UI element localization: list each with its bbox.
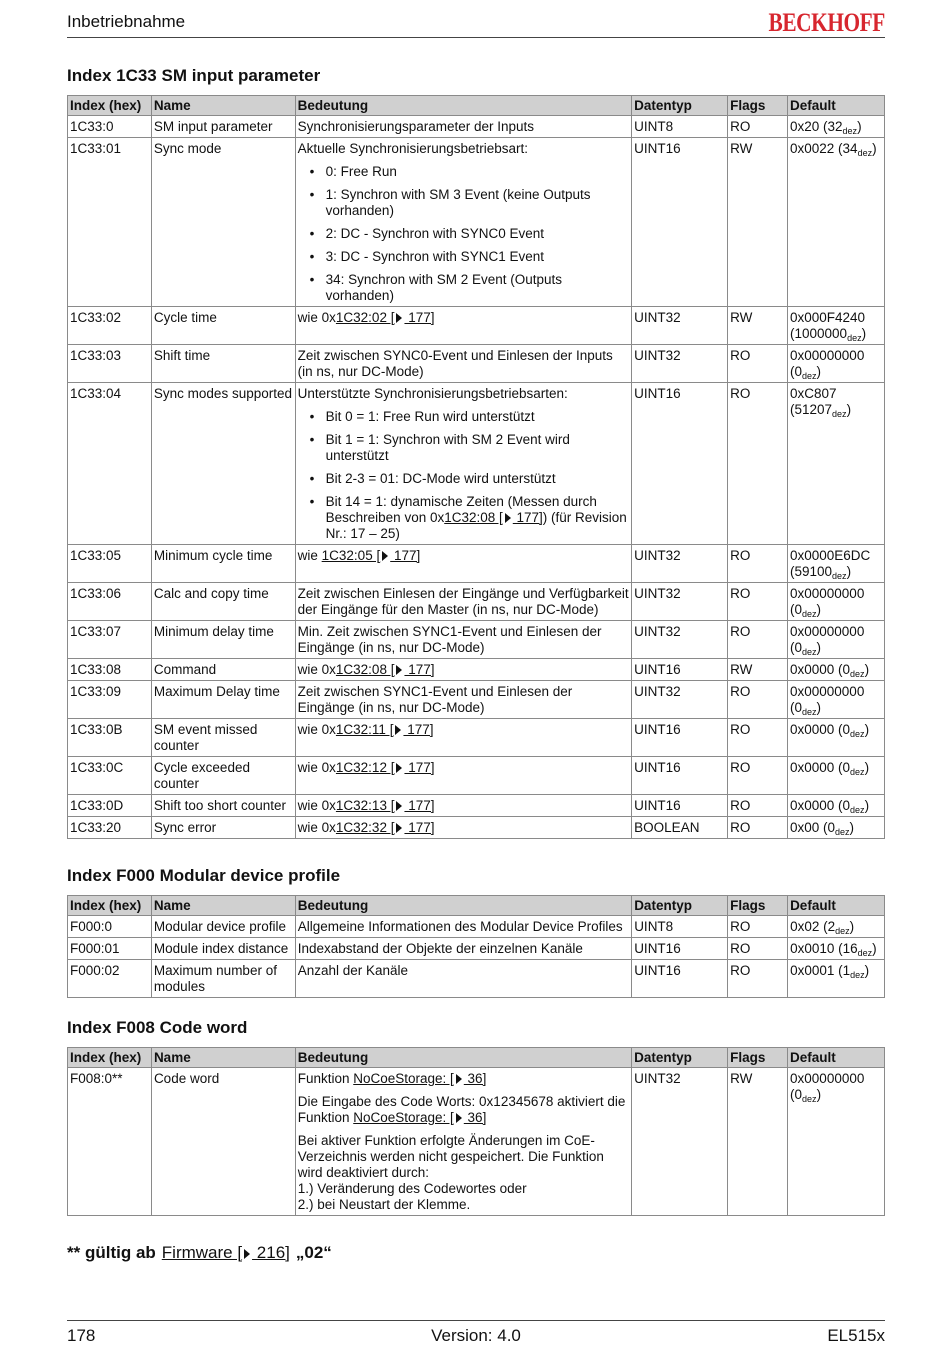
cell-type: UINT16 bbox=[632, 719, 728, 757]
table-row bbox=[68, 383, 885, 545]
cell-type: BOOLEAN bbox=[632, 817, 728, 839]
cell-index: 1C33:06 bbox=[68, 583, 152, 621]
col-name: Name bbox=[151, 896, 295, 916]
cell-default: 0x02 $(2_{dez})$ bbox=[788, 916, 885, 938]
cell-type: UINT16 bbox=[632, 659, 728, 681]
ref-link[interactable]: 1C32:32 [ 177] bbox=[335, 820, 435, 835]
list-item: • Bit 2-3 = 01: DC-Mode wird unterstützt bbox=[298, 471, 630, 487]
table-row bbox=[68, 960, 885, 998]
document-version: Version: 4.0 bbox=[431, 1326, 521, 1345]
cell-flags: RO bbox=[728, 681, 788, 719]
cell-type: UINT32 bbox=[632, 345, 728, 383]
cell-type: UINT16 bbox=[632, 938, 728, 960]
cell-type: UINT16 bbox=[632, 960, 728, 998]
cell-flags: RO bbox=[728, 383, 788, 545]
cell-type: UINT16 bbox=[632, 757, 728, 795]
cell-default: 0x0000 $(0_{dez})$ bbox=[788, 659, 885, 681]
cell-flags: RO bbox=[728, 116, 788, 138]
cell-default: 0x0000 $(0_{dez})$ bbox=[788, 757, 885, 795]
cell-name: Maximum number of modules bbox=[151, 960, 295, 998]
col-index: Index (hex) bbox=[68, 896, 152, 916]
cell-default: 0x00000000 $(0_{dez})$ bbox=[788, 583, 885, 621]
col-flags: Flags bbox=[728, 96, 788, 116]
cell-name: Modular device profile bbox=[151, 916, 295, 938]
cell-meaning: wie 0x1C32:11 [ 177] bbox=[295, 719, 632, 757]
cell-meaning: Zeit zwischen SYNC0-Event und Einlesen der Inputs (in ns, nur DC-Mode) bbox=[295, 345, 632, 383]
cell-index: F000:0 bbox=[68, 916, 152, 938]
cell-meaning: wie 0x1C32:12 [ 177] bbox=[295, 757, 632, 795]
cell-meaning: Zeit zwischen SYNC1-Event und Einlesen der Eingänge (in ns, nur DC-Mode) bbox=[295, 681, 632, 719]
cell-default: 0x00 $(0_{dez})$ bbox=[788, 817, 885, 839]
cell-name: Minimum delay time bbox=[151, 621, 295, 659]
table-row bbox=[68, 545, 885, 583]
list-item: • Bit 0 = 1: Free Run wird unterstützt bbox=[298, 409, 630, 425]
table-row bbox=[68, 719, 885, 757]
list-item: • Bit 14 = 1: dynamische Zeiten (Messen durch Beschreiben von 0x1C32:08 [ 177]) (für Revision Nr.: 17 – 25) bbox=[298, 494, 630, 542]
cell-meaning: Synchronisierungsparameter der Inputs bbox=[295, 116, 632, 138]
table-row bbox=[68, 307, 885, 345]
section-title-f000: Index F000 Modular device profile bbox=[67, 866, 341, 885]
cell-type: UINT32 bbox=[632, 621, 728, 659]
table-row bbox=[68, 116, 885, 138]
table-row bbox=[68, 138, 885, 307]
cell-name: Module index distance bbox=[151, 938, 295, 960]
cell-flags: RO bbox=[728, 960, 788, 998]
arrow-right-icon bbox=[396, 313, 402, 323]
cell-type: UINT8 bbox=[632, 116, 728, 138]
cell-type: UINT16 bbox=[632, 795, 728, 817]
ref-link[interactable]: 1C32:08 [ 177] bbox=[335, 662, 435, 677]
cell-meaning: wie 0x1C32:13 [ 177] bbox=[295, 795, 632, 817]
col-flags: Flags bbox=[728, 896, 788, 916]
firmware-link[interactable]: Firmware [ 216] bbox=[161, 1243, 290, 1262]
table-row bbox=[68, 659, 885, 681]
table-row bbox=[68, 681, 885, 719]
cell-index: 1C33:20 bbox=[68, 817, 152, 839]
cell-meaning: Anzahl der Kanäle bbox=[295, 960, 631, 998]
cell-name: SM event missed counter bbox=[151, 719, 295, 757]
cell-default: 0xC807 $(51207_{dez})$ bbox=[788, 383, 885, 545]
cell-flags: RO bbox=[728, 719, 788, 757]
table-row bbox=[68, 621, 885, 659]
cell-flags: RO bbox=[728, 621, 788, 659]
cell-index: F000:01 bbox=[68, 938, 152, 960]
arrow-right-icon bbox=[395, 725, 401, 735]
ref-link[interactable]: 1C32:11 [ 177] bbox=[335, 722, 434, 737]
cell-type: UINT8 bbox=[632, 916, 728, 938]
col-name: Name bbox=[151, 96, 295, 116]
cell-type: UINT32 bbox=[632, 1068, 728, 1216]
table-row bbox=[68, 345, 885, 383]
cell-flags: RO bbox=[728, 938, 788, 960]
col-default: Default bbox=[788, 896, 885, 916]
col-meaning: Bedeutung bbox=[295, 96, 632, 116]
list-item: • 3: DC - Synchron with SYNC1 Event bbox=[298, 249, 630, 265]
col-type: Datentyp bbox=[632, 96, 728, 116]
cell-default: 0x0001 $(1_{dez})$ bbox=[788, 960, 885, 998]
table-1c33 bbox=[67, 95, 885, 839]
cell-name: Shift too short counter bbox=[151, 795, 295, 817]
cell-meaning: wie 0x1C32:02 [ 177] bbox=[295, 307, 632, 345]
col-type: Datentyp bbox=[632, 1048, 728, 1068]
cell-default: 0x0022 $(34_{dez})$ bbox=[788, 138, 885, 307]
col-meaning: Bedeutung bbox=[295, 896, 631, 916]
table-row bbox=[68, 795, 885, 817]
header-title: Inbetriebnahme bbox=[67, 12, 186, 31]
col-default: Default bbox=[788, 96, 885, 116]
page-number: 178 bbox=[67, 1326, 96, 1345]
table-f008 bbox=[67, 1047, 885, 1216]
cell-index: 1C33:0C bbox=[68, 757, 152, 795]
cell-meaning: Zeit zwischen Einlesen der Eingänge und Verfügbarkeit der Eingänge für den Master (in ns, nur DC-Mode) bbox=[295, 583, 632, 621]
cell-flags: RO bbox=[728, 583, 788, 621]
nocoestorage-link[interactable]: NoCoeStorage: [ 36] bbox=[353, 1071, 487, 1086]
cell-name: Maximum Delay time bbox=[151, 681, 295, 719]
col-index: Index (hex) bbox=[68, 1048, 152, 1068]
cell-default: 0x0000 $(0_{dez})$ bbox=[788, 795, 885, 817]
cell-name: Shift time bbox=[151, 345, 295, 383]
list-item: • 34: Synchron with SM 2 Event (Outputs vorhanden) bbox=[298, 272, 630, 304]
cell-index: 1C33:09 bbox=[68, 681, 152, 719]
cell-type: UINT16 bbox=[632, 383, 728, 545]
cell-flags: RW bbox=[728, 138, 788, 307]
table-row bbox=[68, 757, 885, 795]
cell-type: UINT32 bbox=[632, 681, 728, 719]
table-header-row bbox=[68, 96, 885, 116]
beckhoff-logo: BECKHOFF bbox=[768, 8, 885, 37]
cell-type: UINT16 bbox=[632, 138, 728, 307]
arrow-right-icon bbox=[244, 1249, 250, 1259]
cell-name: Sync modes supported bbox=[151, 383, 295, 545]
nocoestorage-link[interactable]: NoCoeStorage: [ 36] bbox=[353, 1110, 487, 1125]
arrow-right-icon bbox=[396, 665, 402, 675]
cell-default: 0x20 $(32_{dez})$ bbox=[788, 116, 885, 138]
cell-meaning: wie 1C32:05 [ 177] bbox=[295, 545, 632, 583]
section-title-f008: Index F008 Code word bbox=[67, 1018, 248, 1037]
product-name: EL515x bbox=[827, 1326, 885, 1345]
col-index: Index (hex) bbox=[68, 96, 152, 116]
cell-index: F008:0** bbox=[68, 1068, 152, 1216]
arrow-right-icon bbox=[456, 1074, 462, 1084]
cell-default: 0x00000000 $(0_{dez})$ bbox=[788, 621, 885, 659]
cell-meaning: wie 0x1C32:08 [ 177] bbox=[295, 659, 632, 681]
cell-index: 1C33:07 bbox=[68, 621, 152, 659]
table-row bbox=[68, 916, 885, 938]
page-header bbox=[67, 10, 885, 38]
arrow-right-icon bbox=[382, 551, 388, 561]
cell-meaning: Indexabstand der Objekte der einzelnen Kanäle bbox=[295, 938, 631, 960]
col-default: Default bbox=[788, 1048, 885, 1068]
cell-name: Calc and copy time bbox=[151, 583, 295, 621]
cell-meaning: Allgemeine Informationen des Modular Device Profiles bbox=[295, 916, 631, 938]
cell-index: F000:02 bbox=[68, 960, 152, 998]
table-header-row bbox=[68, 1048, 885, 1068]
cell-flags: RO bbox=[728, 916, 788, 938]
cell-flags: RW bbox=[728, 307, 788, 345]
table-row bbox=[68, 1068, 885, 1216]
cell-index: 1C33:0B bbox=[68, 719, 152, 757]
firmware-note: ** gültig ab Firmware [ 216] „02“ bbox=[67, 1243, 332, 1262]
cell-index: 1C33:0 bbox=[68, 116, 152, 138]
table-row bbox=[68, 938, 885, 960]
cell-index: 1C33:0D bbox=[68, 795, 152, 817]
cell-flags: RO bbox=[728, 757, 788, 795]
col-name: Name bbox=[151, 1048, 295, 1068]
cell-name: SM input parameter bbox=[151, 116, 295, 138]
cell-flags: RO bbox=[728, 795, 788, 817]
list-item: • Bit 1 = 1: Synchron with SM 2 Event wird unterstützt bbox=[298, 432, 630, 464]
list-item: • 2: DC - Synchron with SYNC0 Event bbox=[298, 226, 630, 242]
arrow-right-icon bbox=[396, 763, 402, 773]
table-row bbox=[68, 583, 885, 621]
cell-index: 1C33:08 bbox=[68, 659, 152, 681]
cell-type: UINT32 bbox=[632, 545, 728, 583]
cell-name: Cycle time bbox=[151, 307, 295, 345]
ref-link[interactable]: 1C32:05 [ 177] bbox=[321, 548, 421, 563]
cell-name: Cycle exceeded counter bbox=[151, 757, 295, 795]
list-item: • 0: Free Run bbox=[298, 164, 630, 180]
cell-flags: RW bbox=[728, 1068, 788, 1216]
cell-name: Sync error bbox=[151, 817, 295, 839]
col-type: Datentyp bbox=[632, 896, 728, 916]
cell-name: Code word bbox=[151, 1068, 295, 1216]
cell-flags: RO bbox=[728, 817, 788, 839]
cell-index: 1C33:05 bbox=[68, 545, 152, 583]
list-item: • 1: Synchron with SM 3 Event (keine Outputs vorhanden) bbox=[298, 187, 630, 219]
cell-default: 0x00000000 $(0_{dez})$ bbox=[788, 345, 885, 383]
cell-name: Command bbox=[151, 659, 295, 681]
cell-default: 0x0010 $(16_{dez})$ bbox=[788, 938, 885, 960]
arrow-right-icon bbox=[456, 1113, 462, 1123]
arrow-right-icon bbox=[505, 513, 511, 523]
cell-default: 0x00000000 $(0_{dez})$ bbox=[788, 1068, 885, 1216]
ref-link[interactable]: 1C32:12 [ 177] bbox=[335, 760, 435, 775]
cell-default: 0x0000E6DC $(59100_{dez})$ bbox=[788, 545, 885, 583]
section-title-1c33: Index 1C33 SM input parameter bbox=[67, 66, 321, 85]
col-meaning: Bedeutung bbox=[295, 1048, 631, 1068]
cell-default: 0x00000000 $(0_{dez})$ bbox=[788, 681, 885, 719]
cell-index: 1C33:01 bbox=[68, 138, 152, 307]
cell-type: UINT32 bbox=[632, 583, 728, 621]
cell-meaning: wie 0x1C32:32 [ 177] bbox=[295, 817, 632, 839]
table-row bbox=[68, 817, 885, 839]
cell-meaning: Aktuelle Synchronisierungsbetriebsart: • 0: Free Run • 1: Synchron with SM 3 Event (keine Outputs vorhanden) • 2: DC - Synchron with SYNC0 Event • 3: DC - Synchron with SYNC1 Event • 34: Synchron with SM 2 Event (Outputs vorhanden) bbox=[295, 138, 632, 307]
ref-link[interactable]: 1C32:02 [ 177] bbox=[335, 310, 435, 325]
cell-flags: RW bbox=[728, 659, 788, 681]
cell-index: 1C33:03 bbox=[68, 345, 152, 383]
bullet-list bbox=[298, 409, 630, 542]
ref-link[interactable]: 1C32:08 [ 177] bbox=[444, 510, 543, 525]
cell-index: 1C33:02 bbox=[68, 307, 152, 345]
cell-meaning: Unterstützte Synchronisierungsbetriebsarten: • Bit 0 = 1: Free Run wird unterstützt • Bit 1 = 1: Synchron with SM 2 Event wird unterstützt • Bit 2-3 = 01: DC-Mode wird unterstützt • Bit 14 = 1: dynamische Zeiten (Messen durch Beschreiben von 0x1C32:08 [ 177]) (für Revision Nr.: 17 – 25) bbox=[295, 383, 632, 545]
cell-index: 1C33:04 bbox=[68, 383, 152, 545]
col-flags: Flags bbox=[728, 1048, 788, 1068]
cell-name: Minimum cycle time bbox=[151, 545, 295, 583]
bullet-list bbox=[298, 164, 630, 304]
arrow-right-icon bbox=[396, 823, 402, 833]
table-header-row bbox=[68, 896, 885, 916]
cell-meaning: Min. Zeit zwischen SYNC1-Event und Einlesen der Eingänge (in ns, nur DC-Mode) bbox=[295, 621, 632, 659]
arrow-right-icon bbox=[396, 801, 402, 811]
cell-default: 0x000F4240 $(1000000_{dez})$ bbox=[788, 307, 885, 345]
cell-flags: RO bbox=[728, 545, 788, 583]
table-f000 bbox=[67, 895, 885, 998]
cell-name: Sync mode bbox=[151, 138, 295, 307]
cell-meaning: Funktion NoCoeStorage: [ 36] Die Eingabe des Code Worts: 0x12345678 aktiviert die Funktion NoCoeStorage: [ 36] Bei aktiver Funktion erfolgte Änderungen im CoE-Verzeichnis werden nicht gespeichert. Die Funktion wird deaktiviert durch: 1.) Veränderung des Codewortes oder 2.) bei Neustart der Klemme. bbox=[295, 1068, 631, 1216]
cell-type: UINT32 bbox=[632, 307, 728, 345]
cell-default: 0x0000 $(0_{dez})$ bbox=[788, 719, 885, 757]
cell-flags: RO bbox=[728, 345, 788, 383]
page-footer bbox=[67, 1320, 885, 1346]
ref-link[interactable]: 1C32:13 [ 177] bbox=[335, 798, 435, 813]
